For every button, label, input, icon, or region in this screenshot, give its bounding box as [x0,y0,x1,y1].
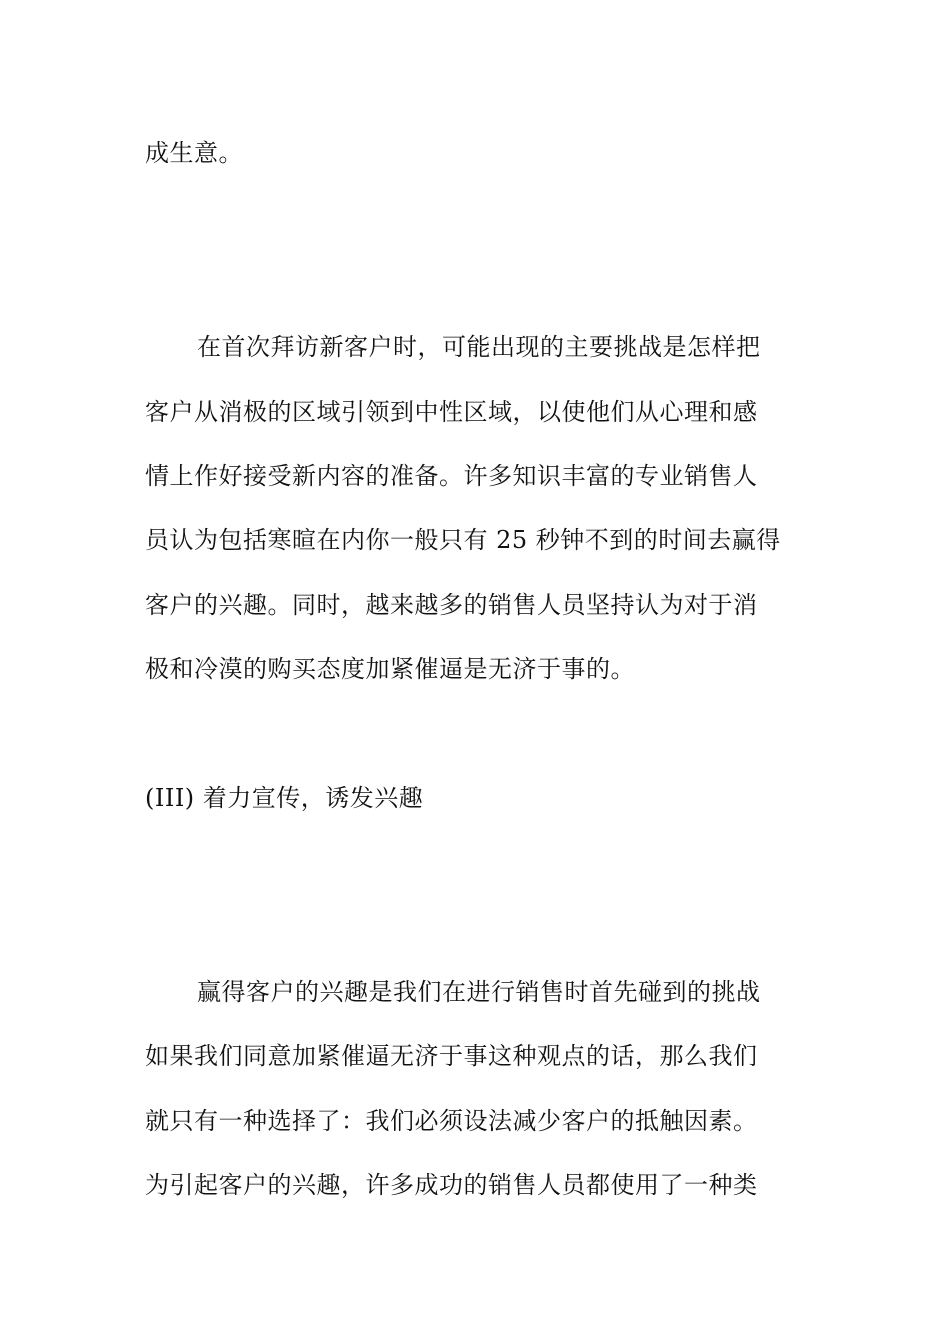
paragraph-line: 赢得客户的兴趣是我们在进行销售时首先碰到的挑战 [197,978,761,1006]
paragraph-line: 情上作好接受新内容的准备。许多知识丰富的专业销售人 [145,462,758,490]
paragraph-line: 如果我们同意加紧催逼无济于事这种观点的话，那么我们 [145,1042,758,1070]
paragraph-line: 员认为包括寒暄在内你一般只有 25 秒钟不到的时间去赢得 [145,526,781,554]
paragraph-line: 极和冷漠的购买态度加紧催逼是无济于事的。 [145,655,635,683]
paragraph-line: 成生意。 [145,139,243,167]
paragraph-line: 客户的兴趣。同时，越来越多的销售人员坚持认为对于消 [145,591,758,619]
paragraph-line: 就只有一种选择了：我们必须设法减少客户的抵触因素。 [145,1107,758,1135]
paragraph-line: 在首次拜访新客户时，可能出现的主要挑战是怎样把 [197,333,761,361]
section-heading: (III) 着力宣传，诱发兴趣 [145,784,424,812]
paragraph-line: 客户从消极的区域引领到中性区域，以使他们从心理和感 [145,398,758,426]
paragraph-line: 为引起客户的兴趣，许多成功的销售人员都使用了一种类 [145,1171,758,1199]
